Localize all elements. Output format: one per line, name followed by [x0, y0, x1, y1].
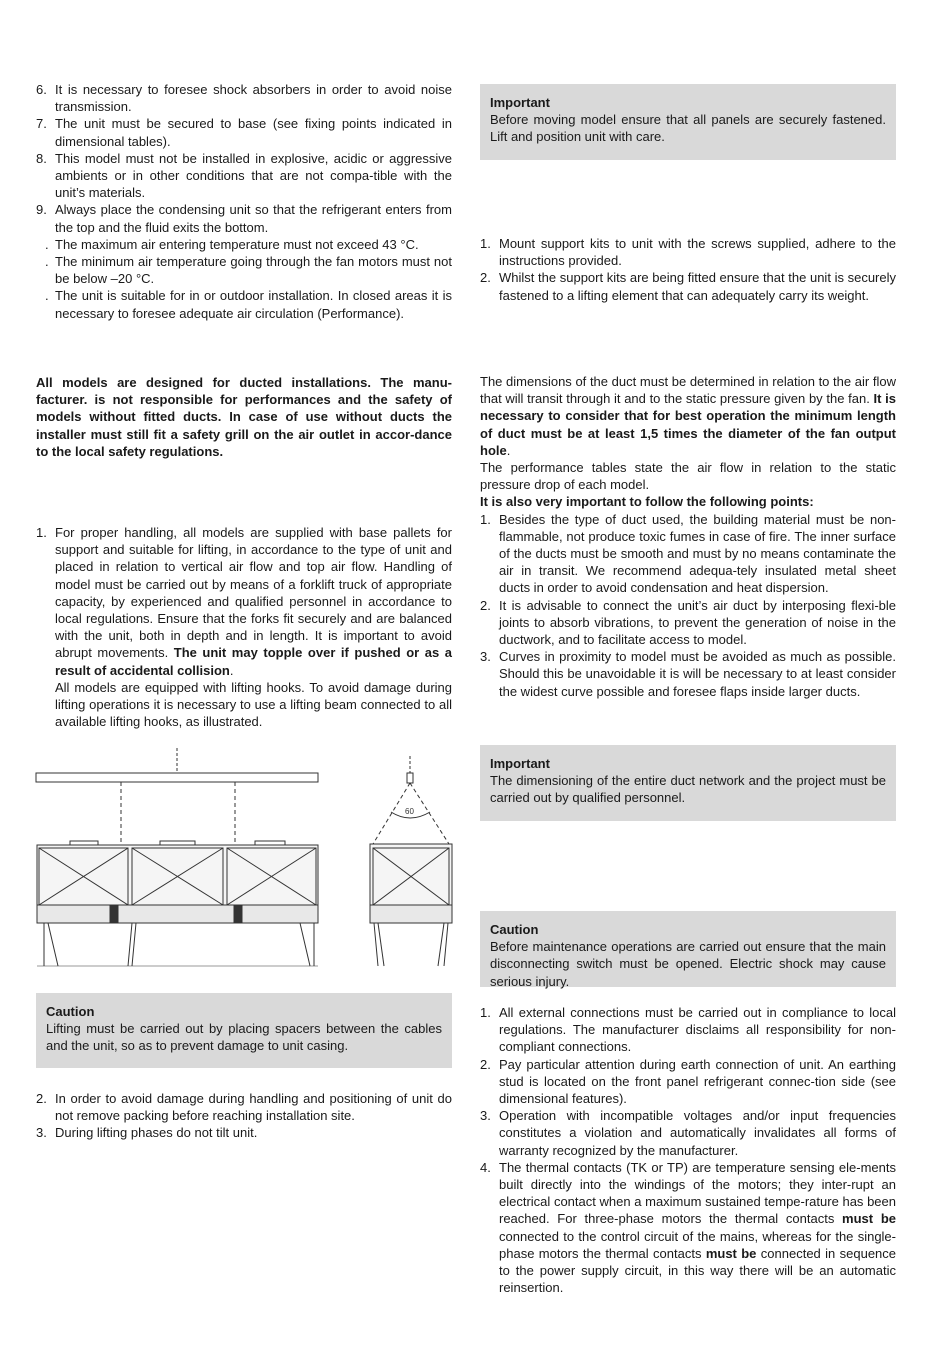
item-text: This model must not be installed in explosive, acidic or aggressive ambients or in other conditions that are not compa-tible with the unit’s materials. — [55, 150, 452, 201]
item-text: Pay particular attention during earth connection of unit. An earthing stud is located on the front panel refrigerant connec-tion side (see dimensional features). — [499, 1056, 896, 1107]
important-text: The dimensioning of the entire duct network and the project must be carried out by qualified personnel. — [490, 773, 886, 806]
list-item — [480, 597, 896, 649]
caution-title: Caution — [490, 922, 539, 937]
item-text-bold: must be — [842, 1211, 896, 1227]
important-box-duct — [480, 745, 896, 821]
duct-paragraph — [480, 373, 896, 459]
list-item — [36, 287, 452, 321]
important-title: Important — [490, 756, 550, 771]
item-number: . — [45, 254, 49, 270]
list-item — [480, 235, 896, 269]
list-item — [480, 1004, 896, 1056]
caution-box-maintenance — [480, 911, 896, 987]
item-text-end: . — [229, 662, 234, 678]
item-number: . — [45, 288, 49, 304]
caution-text: Before maintenance operations are carried out ensure that the main disconnecting switch must be opened. Electric shock may cause serious injury. — [490, 939, 886, 989]
lifting-beam — [36, 773, 318, 782]
list-item — [36, 1124, 452, 1141]
item-number: 2. — [480, 270, 491, 286]
lifting-diagram — [30, 748, 460, 973]
duct-text-bold: It is necessary to consider that for best operation the minimum length of duct must be at least 1,5 times the diameter of the fan output hole — [480, 391, 896, 458]
item-number: 3. — [480, 1108, 491, 1124]
duct-paragraph-2: The performance tables state the air flow in relation to the static pressure drop of each model. — [480, 460, 896, 493]
handling-section — [36, 524, 452, 730]
item-number: 8. — [36, 150, 47, 166]
item-number: 1. — [36, 525, 47, 540]
list-item — [480, 1159, 896, 1297]
item-continuation: All models are equipped with lifting hooks. To avoid damage during lifting operations it is necessary to use a lifting beam connected to all available lifting hooks, as illustrated. — [55, 679, 452, 730]
item-text: For proper handling, all models are supplied with base pallets for support and suitable for lifting, in accordance to the type of unit and placed in relation to vertical air flow and top air flow. Handling of model must be carried out by means of a forklift truck of appropriate capacity, by experienced and qualified personnel in accordance to local regulations. Ensure that the forks fit securely and are balanced with the unit, both in depth and in length. It is important to avoid abrupt movements. — [55, 525, 452, 661]
item-text: During lifting phases do not tilt unit. — [55, 1125, 258, 1141]
important-text: Before moving model ensure that all panels are securely fastened. Lift and position unit with care. — [490, 112, 886, 145]
list-item — [36, 1090, 452, 1124]
list-item — [480, 648, 896, 700]
important-title: Important — [490, 95, 550, 110]
item-number: 1. — [480, 511, 491, 527]
list-item — [36, 115, 452, 149]
item-text: Whilst the support kits are being fitted ensure that the unit is securely fastened to a lifting element that can adequately carry its weight. — [499, 270, 896, 303]
important-box-moving — [480, 84, 896, 160]
item-text: Always place the condensing unit so that the refrigerant enters from the top and the fluid exits the bottom. — [55, 202, 452, 235]
ducted-notice — [36, 374, 452, 460]
list-item — [480, 269, 896, 303]
duct-text: The dimensions of the duct must be determined in relation to the air flow that will transit through it and to the static pressure given by the fan. — [480, 374, 896, 407]
item-number: 1. — [480, 236, 491, 251]
list-item — [480, 1107, 896, 1159]
item-number: 2. — [36, 1091, 47, 1106]
list-item — [36, 236, 452, 253]
item-number: 7. — [36, 116, 47, 132]
item-text-bold: The unit may topple over if pushed or as a result of accidental collision — [55, 645, 452, 678]
item-number: 1. — [480, 1005, 491, 1020]
ducted-paragraph: All models are designed for ducted installations. The manu-facturer. is not responsible for performances and the safety of models without fitted ducts. In case of use without ducts the installer must still fit a safety grill on the air outlet in accor-dance to the local safety regulations. — [36, 375, 452, 459]
handling-list-2 — [36, 1090, 452, 1142]
caution-text: Lifting must be carried out by placing spacers between the cables and the unit, so as to prevent damage to unit casing. — [46, 1021, 442, 1054]
item-number: 2. — [480, 597, 491, 613]
list-item — [36, 150, 452, 202]
install-list — [36, 81, 452, 322]
list-item — [480, 1056, 896, 1108]
item-text: It is necessary to foresee shock absorbers in order to avoid noise transmission. — [55, 82, 452, 115]
caution-box-lifting — [36, 993, 452, 1068]
angle-label: 60 — [405, 807, 414, 816]
list-item — [36, 81, 452, 115]
item-text: The maximum air entering temperature must not exceed 43 °C. — [55, 236, 419, 252]
list-item — [36, 201, 452, 235]
electrical-section — [480, 1004, 896, 1296]
item-text-bold: must be — [705, 1245, 757, 1261]
item-text: Curves in proximity to model must be avoided as much as possible. Should this be unavoidable it is will be necessary to at least consider the widest curve possible and foresee flaps inside larger ducts. — [499, 649, 896, 699]
item-text: In order to avoid damage during handling and positioning of unit do not remove packing before reaching installation site. — [55, 1091, 452, 1124]
item-number: 2. — [480, 1056, 491, 1072]
item-text: Operation with incompatible voltages and/or input frequencies constitutes a violation and automatically invalidates all forms of warranty recognized by the manufacturer. — [499, 1108, 896, 1158]
duct-points-heading: It is also very important to follow the following points: — [480, 494, 814, 510]
item-text: The unit is suitable for in or outdoor installation. In closed areas it is necessary to foresee adequate air circulation (Performance). — [55, 288, 452, 321]
item-number: 3. — [36, 1125, 47, 1141]
item-text: The minimum air temperature going through the fan motors must not be below –20 °C. — [55, 254, 452, 287]
item-text: The unit must be secured to base (see fixing points indicated in dimensional tables). — [55, 116, 452, 149]
item-number: 6. — [36, 82, 47, 97]
item-number: 9. — [36, 202, 47, 218]
item-text: Besides the type of duct used, the building material must be non-flammable, not produce toxic fumes in case of fire. The inner surface of the ducts must be smooth and must by no means contaminate the air in transit. We recommend adequa-tely insulated metal sheet ducts in order to avoid condensation and heat dispersion. — [499, 511, 896, 596]
install-notes — [36, 81, 452, 322]
item-number: . — [45, 236, 49, 252]
item-text: All external connections must be carried out in compliance to local regulations. The manufacturer disclaims all responsibility for non-compliant connections. — [499, 1005, 896, 1055]
list-item — [480, 511, 896, 597]
duct-section — [480, 373, 896, 700]
support-kits-section — [480, 235, 896, 304]
item-text: connected in sequence to the power supply circuit, in this way there will be an automatic reinsertion. — [499, 1245, 897, 1296]
unit-front-view — [37, 845, 318, 905]
item-text: Mount support kits to unit with the screws supplied, adhere to the instructions provided. — [499, 236, 896, 269]
item-number: 4. — [480, 1159, 491, 1175]
duct-text-end: . — [506, 442, 511, 458]
item-text: It is advisable to connect the unit’s air duct by interposing flexi-ble joints to absorb vibrations, to prevent the generation of noise in the ductwork, and to facilitate access to model. — [499, 597, 896, 648]
item-number: 3. — [480, 649, 491, 665]
unit-side-view — [370, 844, 452, 905]
list-item — [36, 524, 452, 730]
caution-title: Caution — [46, 1004, 95, 1019]
item-text: connected to the control circuit of the mains, whereas for the single-phase motors the thermal contacts — [499, 1228, 896, 1261]
list-item — [36, 253, 452, 287]
item-text: The thermal contacts (TK or TP) are temperature sensing ele-ments built directly into the windings of the motors; they inter-rupt an electrical contact when a maximum sustained tempe-rature has been reached. For three-phase motors the thermal contacts — [499, 1159, 896, 1227]
